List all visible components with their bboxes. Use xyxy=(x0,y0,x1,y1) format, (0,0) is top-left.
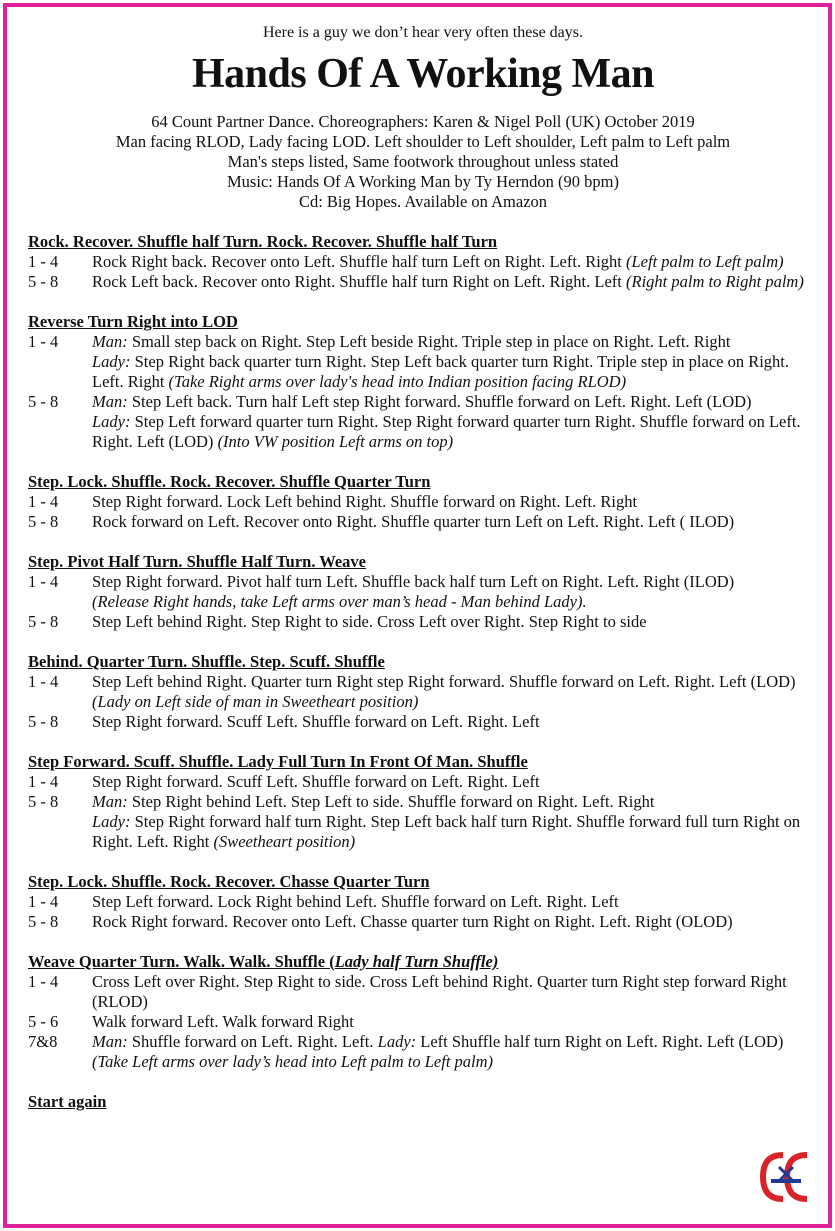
step-description xyxy=(92,672,818,712)
step-row xyxy=(28,272,818,292)
step-row xyxy=(28,572,818,612)
step-count: 5 - 8 xyxy=(28,272,59,291)
section-title xyxy=(28,312,818,332)
role-label: Man: xyxy=(92,792,128,811)
section-title-text: Rock. Recover. Shuffle half Turn. Rock. Recover. Shuffle half Turn xyxy=(28,232,498,251)
step-text: Cross Left over Right. Step Right to side. Cross Left behind Right. Quarter turn Right step forward Right (RLOD) xyxy=(92,972,787,1011)
step-count: 1 - 4 xyxy=(28,492,59,511)
role-label: Man: xyxy=(92,392,128,411)
step-section xyxy=(28,872,818,932)
step-text: Step Left forward quarter turn Right. Step Right forward quarter turn Right. Shuffle forward on Left. Right. Left (LOD) xyxy=(92,412,801,451)
step-section xyxy=(28,232,818,292)
step-description xyxy=(92,772,818,792)
dance-info xyxy=(28,112,818,212)
step-text: Step Right forward half turn Right. Step Left back half turn Right. Shuffle forward full turn Right on Right. Left. Right xyxy=(92,812,801,851)
step-note: (Left palm to Left palm) xyxy=(626,252,784,271)
section-title xyxy=(28,652,818,672)
section-title xyxy=(28,472,818,492)
section-title xyxy=(28,752,818,772)
man-line xyxy=(92,332,818,352)
step-description xyxy=(92,612,818,632)
role-label: Lady: xyxy=(92,352,131,371)
step-row xyxy=(28,892,818,912)
section-title-text: Step. Lock. Shuffle. Rock. Recover. Shuffle Quarter Turn xyxy=(28,472,431,491)
step-text: Walk forward Left. Walk forward Right xyxy=(92,1012,354,1031)
role-label: Lady: xyxy=(92,812,131,831)
cross-country-logo-icon xyxy=(757,1149,813,1205)
lady-line xyxy=(92,352,818,392)
section-title-text: Behind. Quarter Turn. Shuffle. Step. Scuff. Shuffle xyxy=(28,652,385,671)
info-line: Man facing RLOD, Lady facing LOD. Left shoulder to Left shoulder, Left palm to Left palm xyxy=(115,132,731,151)
role-label: Lady: xyxy=(377,1032,417,1051)
step-row xyxy=(28,772,818,792)
step-description xyxy=(92,392,818,452)
step-row xyxy=(28,792,818,852)
step-note: (Sweetheart position) xyxy=(213,832,356,851)
step-count: 5 - 8 xyxy=(28,612,59,631)
section-title-text: Step Forward. Scuff. Shuffle. Lady Full Turn In Front Of Man. Shuffle xyxy=(28,752,528,771)
section-title xyxy=(28,552,818,572)
step-description xyxy=(92,492,818,512)
lady-line xyxy=(92,812,818,852)
step-description xyxy=(92,512,818,532)
step-section xyxy=(28,552,818,632)
info-line: Music: Hands Of A Working Man by Ty Herndon (90 bpm) xyxy=(227,172,619,191)
info-line: Cd: Big Hopes. Available on Amazon xyxy=(298,192,548,211)
step-count: 5 - 8 xyxy=(28,512,59,531)
step-row xyxy=(28,612,818,632)
step-row xyxy=(28,392,818,452)
step-row xyxy=(28,1012,818,1032)
section-title xyxy=(28,952,818,972)
step-count: 1 - 4 xyxy=(28,672,59,691)
step-text: Step Right forward. Scuff Left. Shuffle forward on Left. Right. Left xyxy=(92,712,540,731)
step-text: Step Right back quarter turn Right. Step Left back quarter turn Right. Triple step in place on Right. Left. Right xyxy=(92,352,790,391)
step-description xyxy=(92,912,818,932)
step-sections xyxy=(28,232,818,1072)
step-description xyxy=(92,1012,818,1032)
step-count: 1 - 4 xyxy=(28,252,59,271)
step-text: Step Left behind Right. Quarter turn Right step Right forward. Shuffle forward on Left. Right. Left (LOD) xyxy=(92,672,796,691)
step-text: Step Right behind Left. Step Left to side. Shuffle forward on Right. Left. Right xyxy=(127,792,655,811)
step-note: (Release Right hands, take Left arms over man’s head - Man behind Lady). xyxy=(92,592,587,611)
section-title xyxy=(28,232,818,252)
section-title-text: Step. Lock. Shuffle. Rock. Recover. Chasse Quarter Turn xyxy=(28,872,430,891)
step-description xyxy=(92,332,818,392)
step-section xyxy=(28,312,818,452)
step-text: Rock Left back. Recover onto Right. Shuffle half turn Right on Left. Right. Left xyxy=(92,272,627,291)
step-count: 1 - 4 xyxy=(28,332,59,351)
step-count: 1 - 4 xyxy=(28,972,59,991)
step-note: (Into VW position Left arms on top) xyxy=(217,432,454,451)
step-section xyxy=(28,752,818,852)
step-description xyxy=(92,712,818,732)
step-note: (Take Left arms over lady’s head into Left palm to Left palm) xyxy=(92,1052,494,1071)
step-count: 5 - 8 xyxy=(28,392,59,411)
step-description xyxy=(92,1032,818,1072)
section-title-text: Reverse Turn Right into LOD xyxy=(28,312,238,331)
info-line: 64 Count Partner Dance. Choreographers: Karen & Nigel Poll (UK) October 2019 xyxy=(151,112,695,131)
section-title-text: Step. Pivot Half Turn. Shuffle Half Turn. Weave xyxy=(28,552,367,571)
step-row xyxy=(28,252,818,272)
section-title xyxy=(28,872,818,892)
step-row xyxy=(28,1032,818,1072)
step-text: Small step back on Right. Step Left beside Right. Triple step in place on Right. Left. Right xyxy=(127,332,731,351)
step-description xyxy=(92,972,818,1012)
step-count: 5 - 8 xyxy=(28,792,59,811)
step-note: (Right palm to Right palm) xyxy=(626,272,804,291)
man-line xyxy=(92,792,818,812)
document-content xyxy=(28,22,818,1112)
step-note: (Lady on Left side of man in Sweetheart position) xyxy=(92,692,419,711)
step-count: 5 - 6 xyxy=(28,1012,59,1031)
step-text: Rock forward on Left. Recover onto Right. Shuffle quarter turn Left on Left. Right. Left ( ILOD) xyxy=(92,512,735,531)
section-title-text: Weave Quarter Turn. Walk. Walk. Shuffle ( xyxy=(28,952,335,971)
step-row xyxy=(28,512,818,532)
step-text: Step Right forward. Pivot half turn Left. Shuffle back half turn Left on Right. Left. Right (ILOD) xyxy=(92,572,735,591)
step-description xyxy=(92,252,818,272)
step-row xyxy=(28,492,818,512)
step-text: Step Left forward. Lock Right behind Left. Shuffle forward on Left. Right. Left xyxy=(92,892,619,911)
step-count: 7&8 xyxy=(28,1032,58,1051)
dance-title: Hands Of A Working Man xyxy=(191,51,655,97)
step-text: Rock Right forward. Recover onto Left. Chasse quarter turn Right on Right. Left. Right (OLOD) xyxy=(92,912,733,931)
step-count: 5 - 8 xyxy=(28,712,59,731)
step-text: Step Left back. Turn half Left step Right forward. Shuffle forward on Left. Right. Left (LOD) xyxy=(127,392,752,411)
step-description xyxy=(92,572,818,612)
step-text: Rock Right back. Recover onto Left. Shuffle half turn Left on Right. Left. Right xyxy=(92,252,627,271)
step-description xyxy=(92,792,818,852)
step-text: Shuffle forward on Left. Right. Left. xyxy=(127,1032,378,1051)
intro-text: Here is a guy we don’t hear very often these days. xyxy=(262,24,584,41)
step-row xyxy=(28,672,818,712)
step-row xyxy=(28,912,818,932)
step-count: 1 - 4 xyxy=(28,892,59,911)
step-text: Step Right forward. Lock Left behind Right. Shuffle forward on Right. Left. Right xyxy=(92,492,638,511)
info-line: Man's steps listed, Same footwork throughout unless stated xyxy=(227,152,619,171)
step-count: 5 - 8 xyxy=(28,912,59,931)
role-label: Man: xyxy=(92,1032,128,1051)
step-count: 1 - 4 xyxy=(28,572,59,591)
step-row xyxy=(28,712,818,732)
step-section xyxy=(28,472,818,532)
step-section xyxy=(28,952,818,1072)
step-note: (Take Right arms over lady's head into Indian position facing RLOD) xyxy=(168,372,627,391)
lady-line xyxy=(92,412,818,452)
start-again: Start again xyxy=(28,1092,107,1111)
man-line xyxy=(92,392,818,412)
step-row xyxy=(28,972,818,1012)
role-label: Lady: xyxy=(92,412,131,431)
section-title-italic: Lady half Turn Shuffle) xyxy=(334,952,499,971)
step-section xyxy=(28,652,818,732)
step-count: 1 - 4 xyxy=(28,772,59,791)
role-label: Man: xyxy=(92,332,128,351)
step-description xyxy=(92,892,818,912)
step-text: Left Shuffle half turn Right on Left. Right. Left (LOD) xyxy=(416,1032,784,1051)
step-description xyxy=(92,272,818,292)
step-row xyxy=(28,332,818,392)
step-text: Step Right forward. Scuff Left. Shuffle forward on Left. Right. Left xyxy=(92,772,540,791)
step-text: Step Left behind Right. Step Right to side. Cross Left over Right. Step Right to side xyxy=(92,612,647,631)
